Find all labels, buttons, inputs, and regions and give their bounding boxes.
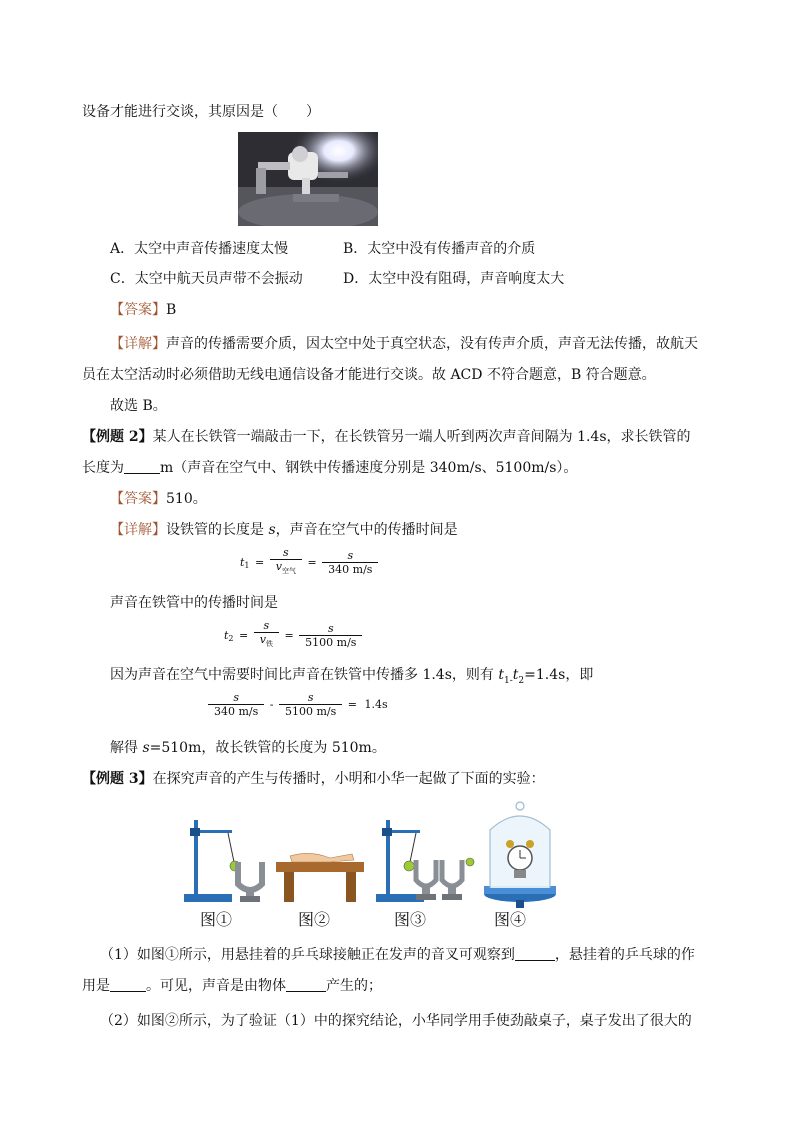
blank-observation[interactable] xyxy=(515,946,555,961)
t-symbol-2: t xyxy=(512,667,519,683)
variable-s: s xyxy=(268,522,276,538)
sub-question-1-line-1 xyxy=(100,946,695,964)
option-c: C．太空中航天员声带不会振动 xyxy=(110,271,303,287)
eq3-frac-1 xyxy=(208,691,264,718)
figure-4-bell-jar xyxy=(484,802,556,908)
option-d: D．太空中没有阻碍，声音响度太大 xyxy=(343,271,565,287)
sub1-text-d: 。可见，声音是由物体 xyxy=(146,978,286,994)
question-2-text-post: m（声音在空气中、钢铁中传播速度分别是 340m/s、5100m/s）。 xyxy=(160,460,578,476)
figure-2-caption: 图② xyxy=(298,910,331,929)
figure-1-apparatus xyxy=(184,820,262,902)
figure-3-caption: 图③ xyxy=(394,910,427,929)
answer-value: B xyxy=(166,302,177,318)
question-2-tag: 【例题 2】 xyxy=(82,429,153,445)
detail-tag: 【详解】 xyxy=(110,336,166,352)
detail-line-1 xyxy=(110,335,698,353)
t-symbol: t xyxy=(498,667,504,683)
option-b: B．太空中没有传播声音的介质 xyxy=(343,241,536,257)
sub-question-2-line-1: （2）如图②所示，为了验证（1）中的探究结论，小华同学用手使劲敲桌子，桌子发出了很大的 xyxy=(100,1013,692,1029)
more-time-text: 因为声音在空气中需要时间比声音在铁管中传播多 1.4s，则有 xyxy=(110,667,499,683)
detail-tag-q2: 【详解】 xyxy=(110,522,166,538)
figure-4-caption: 图④ xyxy=(494,910,527,929)
solve-post: =510m，故长铁管的长度为 510m。 xyxy=(149,740,386,756)
eq2-num-1: s xyxy=(254,619,279,633)
eq1-den-1: v xyxy=(275,560,282,573)
detail-text-a: 设铁管的长度是 xyxy=(166,522,269,538)
sub-question-1-line-2 xyxy=(82,977,382,995)
eq3-num-2: s xyxy=(279,691,342,705)
figure-2-table xyxy=(276,853,364,902)
equation-3: $\frac{s}{340 m/s}$ - $\frac{s}{5100 m/s}$ = 1.4s xyxy=(208,691,390,718)
eq3-frac-2 xyxy=(279,691,342,718)
question-text-tail: 设备才能进行交谈，其原因是（ ） xyxy=(82,104,320,120)
eq2-den-1: v xyxy=(259,633,266,646)
equation-1: $t_1$ = $\frac{s}{v_{空气}}$ = $\frac{s}{340 m/s}$ xyxy=(238,546,378,578)
question-2-text-pre: 长度为 xyxy=(82,460,124,476)
eq3-den-2: 5100 m/s xyxy=(285,705,337,718)
sub1-text-c: 用是 xyxy=(82,978,110,994)
eq2-lhs: t xyxy=(224,628,229,642)
solve-line xyxy=(110,739,386,757)
question-3-tag: 【例题 3】 xyxy=(82,771,153,787)
question-2-line-1 xyxy=(82,428,691,446)
eq1-frac-2 xyxy=(322,549,378,576)
conclusion-q1: 故选 B。 xyxy=(110,398,167,414)
experiment-figures xyxy=(180,800,600,910)
question-2-line-2 xyxy=(82,459,577,477)
t1-sub: 1- xyxy=(504,675,513,686)
answer-tag: 【答案】 xyxy=(110,302,166,318)
eq2-frac-1 xyxy=(254,619,279,651)
question-2-text-1: 某人在长铁管一端敲击一下，在长铁管另一端人听到两次声音间隔为 1.4s，求长铁管的 xyxy=(152,429,691,445)
eq1-num-1: s xyxy=(270,546,302,560)
question-3-line-1 xyxy=(82,770,545,788)
sub1-text-a: （1）如图①所示，用悬挂着的乒乓球接触正在发声的音叉可观察到 xyxy=(100,947,515,963)
iron-time-line: 声音在铁管中的传播时间是 xyxy=(110,595,278,611)
more-time-tail: =1.4s，即 xyxy=(524,667,594,683)
figure-1-caption: 图① xyxy=(200,910,233,929)
eq2-num-2: s xyxy=(299,622,362,636)
eq2-den-2: 5100 m/s xyxy=(305,635,357,649)
answer-line-q2 xyxy=(110,490,207,508)
eq3-rhs: 1.4s xyxy=(364,698,388,711)
eq1-num-2: s xyxy=(322,549,378,563)
blank-sound-source[interactable] xyxy=(286,977,326,992)
question-3-text: 在探究声音的产生与传播时，小明和小华一起做了下面的实验： xyxy=(152,771,545,787)
astronaut-photo xyxy=(238,132,378,226)
answer-blank[interactable] xyxy=(124,459,160,474)
eq3-den-1: 340 m/s xyxy=(214,705,259,718)
eq1-frac-1 xyxy=(270,546,302,578)
blank-ball-role[interactable] xyxy=(110,977,146,992)
solve-var: s xyxy=(142,740,150,756)
eq1-lhs: t xyxy=(240,555,245,569)
detail-text-2: 员在太空活动时必须借助无线电通信设备才能进行交谈。故 ACD 不符合题意，B 符合题意。 xyxy=(82,367,656,383)
answer-tag-q2: 【答案】 xyxy=(110,491,166,507)
eq3-num-1: s xyxy=(208,691,264,705)
more-time-line xyxy=(110,666,593,690)
equation-2: $t_2$ = $\frac{s}{v_铁}$ = $\frac{s}{5100 m/s}$ xyxy=(222,619,362,651)
t2-sub: 2 xyxy=(518,675,525,686)
answer-value-q2: 510。 xyxy=(166,491,207,507)
answer-line-q1 xyxy=(110,301,176,319)
figure-3-apparatus xyxy=(376,820,474,902)
detail-line-q2 xyxy=(110,521,458,539)
eq2-frac-2 xyxy=(299,622,362,649)
eq2-lhs-sub: 2 xyxy=(228,634,234,644)
eq2-den-1-sub: 铁 xyxy=(265,640,273,649)
option-a: A．太空中声音传播速度太慢 xyxy=(110,241,289,257)
eq1-den-1-sub: 空气 xyxy=(281,567,296,576)
eq1-den-2: 340 m/s xyxy=(328,562,373,576)
detail-text-b: ，声音在空气中的传播时间是 xyxy=(275,522,458,538)
detail-text-1: 声音的传播需要介质，因太空中处于真空状态，没有传声介质，声音无法传播，故航天 xyxy=(166,336,698,352)
sub1-text-b: ，悬挂着的乒乓球的作 xyxy=(554,947,695,963)
eq1-lhs-sub: 1 xyxy=(244,561,250,571)
solve-pre: 解得 xyxy=(110,740,143,756)
sub1-text-e: 产生的； xyxy=(326,978,382,994)
